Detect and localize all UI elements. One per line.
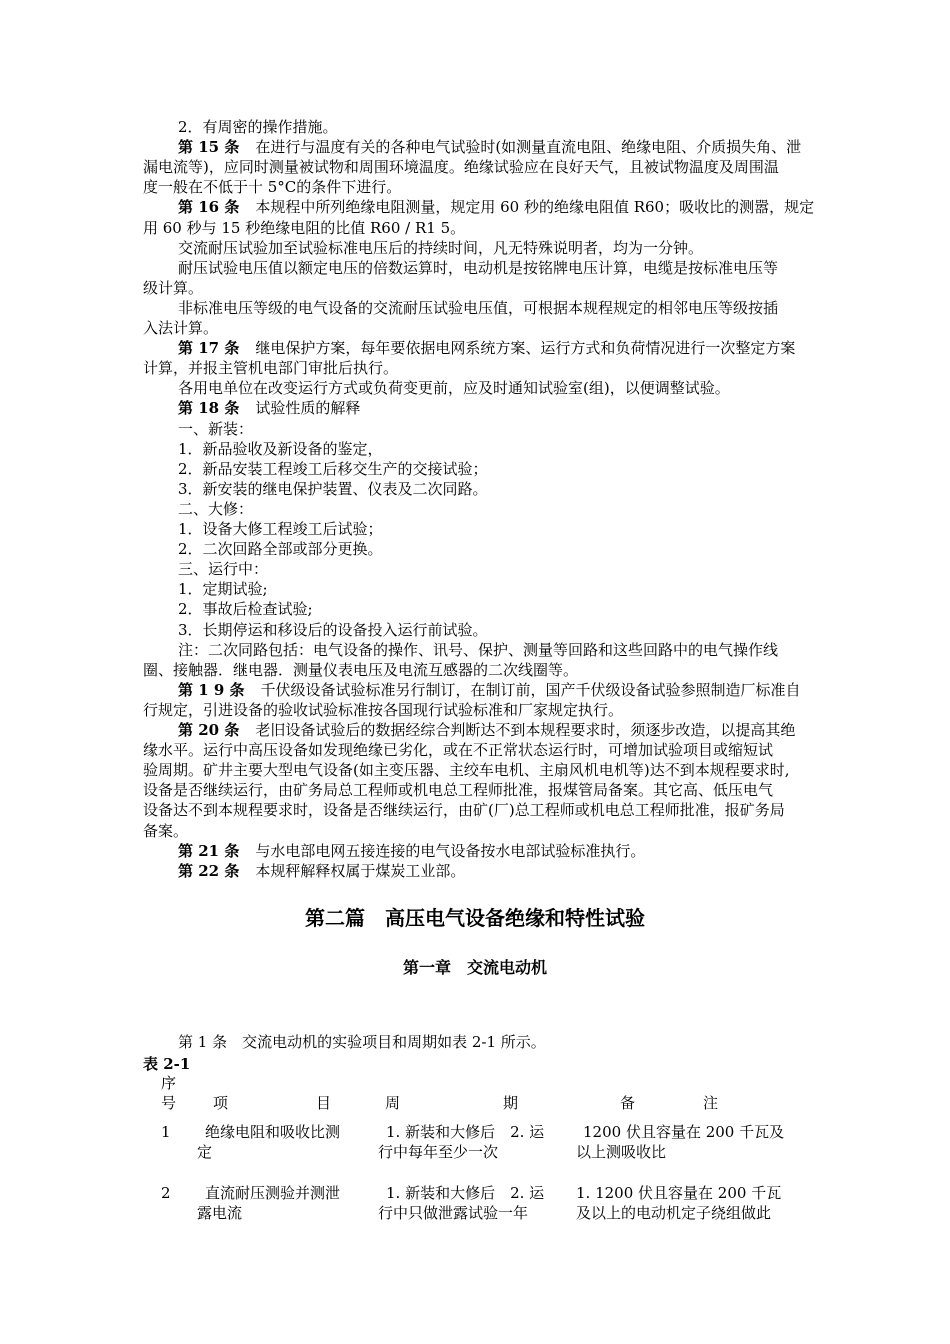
row-note-line2: 及以上的电动机定子绕组做此 — [576, 1204, 772, 1222]
line-text: 交流耐压试验加至试验标准电压后的持续时间，凡无特殊说明者，均为一分钟。 — [178, 239, 704, 257]
line-text: 级计算。 — [143, 279, 204, 297]
line-text: 本规程中所列绝缘电阻测量，规定用 60 秒的绝缘电阻值 R60；吸收比的测嚣，规定 — [255, 198, 815, 216]
text-line — [143, 157, 863, 177]
row-item-line1: 直流耐压测验并测泄 — [205, 1184, 341, 1202]
part-title: 第二篇 高压电气设备绝缘和特性试验 — [305, 906, 645, 930]
text-line — [178, 579, 898, 599]
article-line — [178, 720, 898, 740]
text-line — [178, 238, 898, 258]
row-cycle-line1: 1. 新装和大修后 2. 运 — [386, 1123, 545, 1141]
article-line — [178, 197, 898, 217]
row-item-line2: 定 — [197, 1143, 213, 1161]
line-text: 一、新装： — [178, 420, 254, 438]
line-text: 行规定，引进设备的验收试验标准按各国现行试验标准和厂家规定执行。 — [143, 701, 624, 719]
row-cycle-line1: 1. 新装和大修后 2. 运 — [386, 1184, 545, 1202]
header-note-a: 备 — [620, 1094, 636, 1112]
line-text: 1．新品验收及新设备的鉴定， — [178, 440, 383, 458]
article-number: 第 20 条 — [178, 721, 240, 739]
text-line — [143, 660, 863, 680]
header-item-b: 目 — [316, 1094, 332, 1112]
text-line — [178, 117, 898, 137]
line-text: 注：二次同路包括：电气设备的操作、讯号、保护、测量等回路和这些回路中的电气操作线 — [178, 641, 779, 659]
text-line — [178, 519, 898, 539]
article-number: 第 22 条 — [178, 862, 240, 880]
text-line — [178, 559, 898, 579]
text-line — [178, 620, 898, 640]
row-note-line2: 以上测吸收比 — [576, 1143, 667, 1161]
line-text: 继电保护方案，每年要依据电网系统方案、运行方式和负荷情况进行一次整定方案 — [255, 339, 796, 357]
header-note-b: 注 — [703, 1094, 719, 1112]
text-line — [143, 760, 863, 780]
text-line — [143, 177, 863, 197]
line-text: 老旧设备试验后的数据经综合判断达不到本规程要求时，须逐步改造，以提高其绝 — [255, 721, 796, 739]
article-line — [178, 841, 898, 861]
line-text: 三、运行中： — [178, 560, 269, 578]
text-line — [143, 218, 863, 238]
header-item-a: 项 — [213, 1094, 229, 1112]
line-text: 设备是否继续运行，由矿务局总工程师或机电总工程师批准，报煤管局备案。其它高、低压电气 — [143, 781, 774, 799]
text-line — [178, 258, 898, 278]
text-line — [178, 539, 898, 559]
row-cycle-line2: 行中每年至少一次 — [378, 1143, 499, 1161]
chapter-title: 第一章 交流电动机 — [402, 958, 547, 977]
article-line — [178, 137, 898, 157]
text-line — [143, 358, 863, 378]
line-text: 圈、接触器．继电器．测量仪表电压及电流互感器的二次线圈等。 — [143, 661, 579, 679]
text-line — [143, 821, 863, 841]
line-text: 各用电单位在改变运行方式或负荷变更前，应及时通知试验室(组)，以便调整试验。 — [178, 379, 730, 397]
text-line — [143, 700, 863, 720]
row-cycle-line2: 行中只做泄露试验一年 — [378, 1204, 529, 1222]
text-line — [178, 419, 898, 439]
row-item-line2: 露电流 — [197, 1204, 243, 1222]
line-text: 3．新安装的继电保护装置、仪表及二次同路。 — [178, 480, 488, 498]
line-text: 入法计算。 — [143, 319, 219, 337]
row-number: 2 — [161, 1184, 171, 1202]
text-line — [178, 599, 898, 619]
line-text: 耐压试验电压值以额定电压的倍数运算时，电动机是按铭牌电压计算，电缆是按标准电压等 — [178, 259, 779, 277]
article-number: 第 1 9 条 — [178, 681, 245, 699]
line-text: 非标准电压等级的电气设备的交流耐压试验电压值，可根据本规程规定的相邻电压等级按插 — [178, 299, 779, 317]
row-item-line1: 绝缘电阻和吸收比测 — [205, 1123, 341, 1141]
line-text: 在进行与温度有关的各种电气试验时(如测量直流电阻、绝缘电阻、介质损失角、泄 — [255, 138, 802, 156]
text-line — [143, 780, 863, 800]
text-line — [143, 800, 863, 820]
line-text: 试验性质的解释 — [255, 399, 361, 417]
line-text: 备案。 — [143, 822, 189, 840]
article-line — [178, 398, 898, 418]
header-no-top: 序 — [161, 1074, 177, 1092]
line-text: 千伏级设备试验标准另行制订，在制订前，国产千伏级设备试验参照制造厂标准自 — [260, 681, 801, 699]
article-number: 第 15 条 — [178, 138, 240, 156]
line-text: 2．新品安装工程竣工后移交生产的交接试验； — [178, 460, 488, 478]
text-line — [143, 740, 863, 760]
header-cycle-b: 期 — [503, 1094, 519, 1112]
article-line — [178, 861, 898, 881]
article-number: 第 16 条 — [178, 198, 240, 216]
intro-paragraph: 第 1 条 交流电动机的实验项目和周期如表 2-1 所示。 — [178, 1033, 546, 1051]
article-number: 第 18 条 — [178, 399, 240, 417]
text-line — [178, 479, 898, 499]
line-text: 二、大修： — [178, 500, 254, 518]
table-label: 表 2-1 — [143, 1055, 191, 1073]
text-line — [178, 459, 898, 479]
row-note-line1: 1. 1200 伏且容量在 200 千瓦 — [576, 1184, 782, 1202]
line-text: 3．长期停运和移设后的设备投入运行前试验。 — [178, 621, 488, 639]
article-line — [178, 338, 898, 358]
header-no-bottom: 号 — [161, 1094, 177, 1112]
line-text: 2．有周密的操作措施。 — [178, 118, 338, 136]
line-text: 设备达不到本规程要求时，设备是否继续运行，由矿(厂)总工程师或机电总工程师批准，报矿务局 — [143, 801, 785, 819]
row-number: 1 — [161, 1123, 171, 1141]
line-text: 2．二次回路全部或部分更换。 — [178, 540, 383, 558]
line-text: 缘水平。运行中高压设备如发现绝缘已劣化，或在不正常状态运行时，可增加试验项目或缩短试 — [143, 741, 774, 759]
line-text: 漏电流等)，应同时测量被试物和周围环境温度。绝缘试验应在良好天气，且被试物温度及周围温 — [143, 158, 779, 176]
article-number: 第 21 条 — [178, 842, 240, 860]
line-text: 2．事故后检查试验; — [178, 600, 313, 618]
text-line — [178, 499, 898, 519]
line-text: 用 60 秒与 15 秒绝缘电阻的比值 R60 / R1 5。 — [143, 219, 466, 237]
line-text: 1．定期试验; — [178, 580, 268, 598]
line-text: 与水电部电网五接连接的电气设备按水电部试验标准执行。 — [255, 842, 646, 860]
text-line — [143, 318, 863, 338]
text-line — [143, 278, 863, 298]
text-line — [178, 640, 898, 660]
line-text: 1．设备大修工程竣工后试验； — [178, 520, 383, 538]
row-note-line1: 1200 伏且容量在 200 千瓦及 — [583, 1123, 785, 1141]
text-line — [178, 378, 898, 398]
header-cycle-a: 周 — [385, 1094, 401, 1112]
line-text: 本规秤解释权属于煤炭工业部。 — [255, 862, 466, 880]
line-text: 计算，并报主管机电部门审批后执行。 — [143, 359, 399, 377]
text-line — [178, 298, 898, 318]
line-text: 验周期。矿井主要大型电气设备(如主变压器、主绞车电机、主扇风机电机等)达不到本规程要求时, — [143, 761, 790, 779]
line-text: 度一般在不低于十 5°C的条件下进行。 — [143, 178, 402, 196]
text-line — [178, 439, 898, 459]
article-number: 第 17 条 — [178, 339, 240, 357]
article-line — [178, 680, 898, 700]
